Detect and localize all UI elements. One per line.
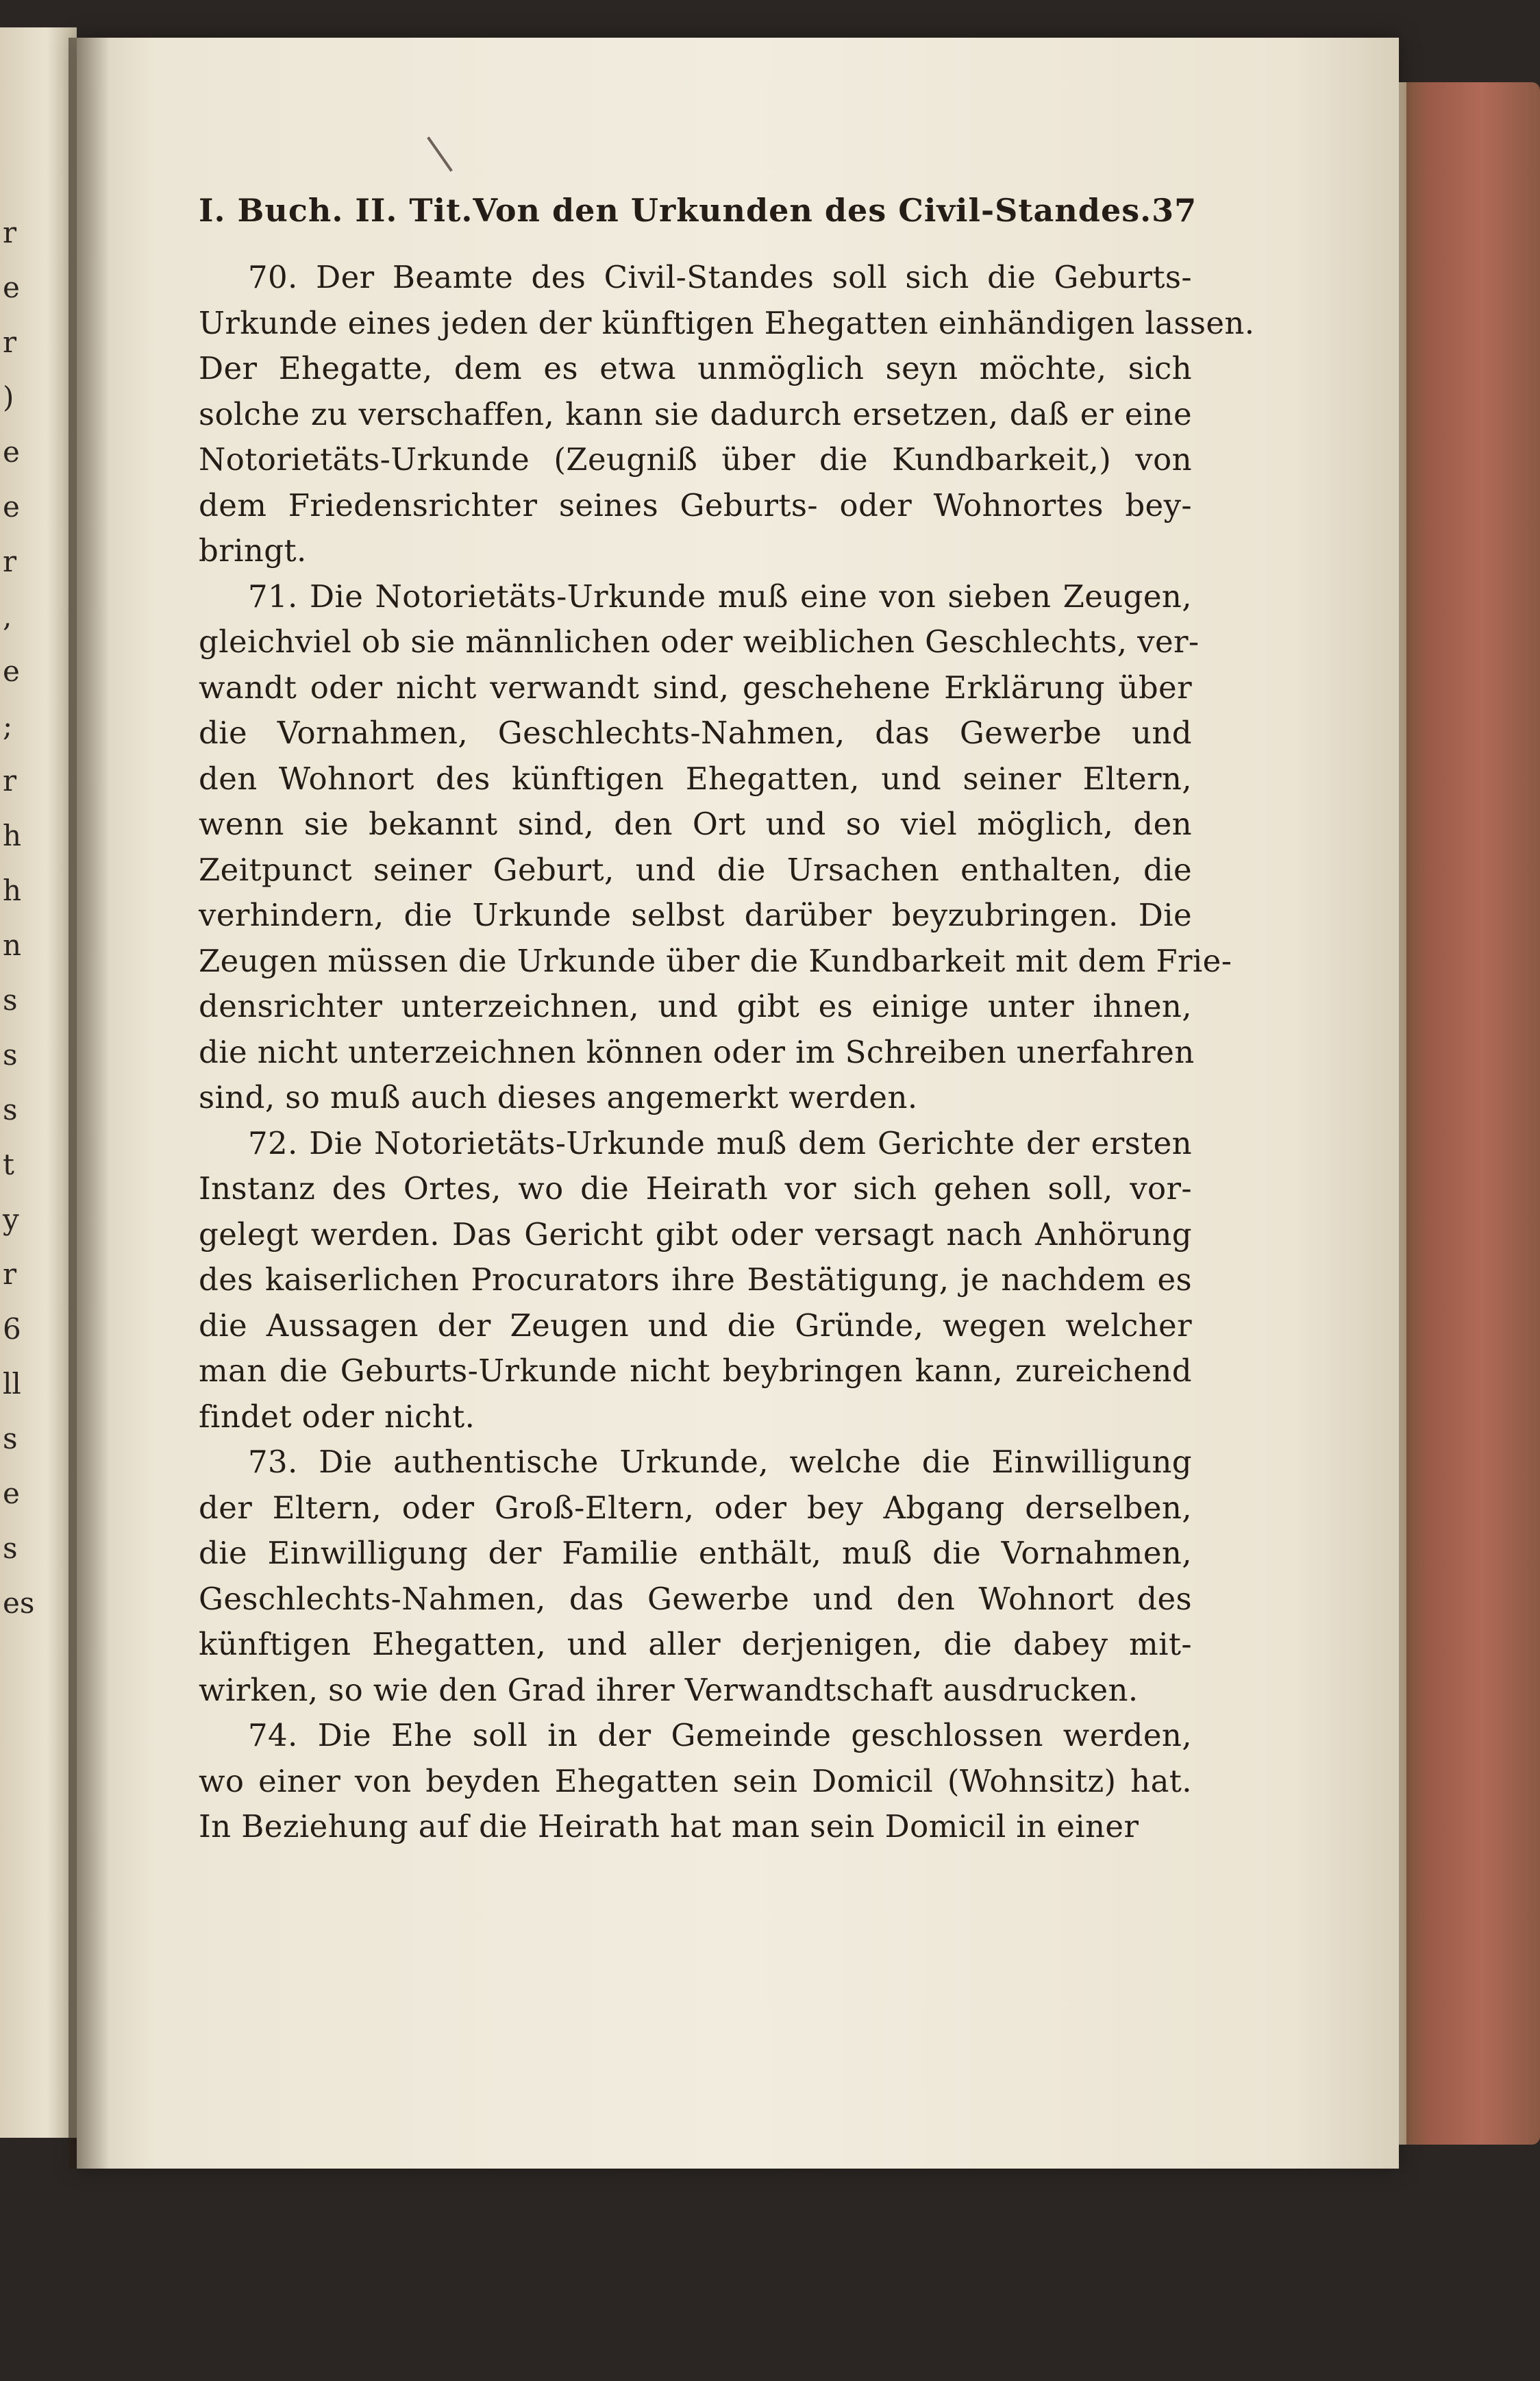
text-line: der Eltern, oder Groß-Eltern, oder bey Abgang derselben, bbox=[199, 1489, 1192, 1526]
left-margin-fragment: r bbox=[3, 545, 17, 578]
text-line: wo einer von beyden Ehegatten sein Domicil (Wohnsitz) hat. bbox=[199, 1762, 1192, 1799]
paragraph bbox=[199, 1440, 1192, 1713]
left-margin-fragment: , bbox=[3, 600, 12, 633]
text-line: bringt. bbox=[199, 532, 307, 569]
text-line: 71. Die Notorietäts-Urkunde muß eine von sieben Zeugen, bbox=[248, 578, 1192, 615]
text-line: gleichviel ob sie männlichen oder weiblichen Geschlechts, ver- bbox=[199, 624, 1200, 660]
text-line: sind, so muß auch dieses angemerkt werden. bbox=[199, 1079, 918, 1115]
left-margin-fragment: y bbox=[3, 1202, 19, 1236]
left-margin-fragment: t bbox=[3, 1148, 14, 1181]
left-margin-fragment: e bbox=[3, 435, 20, 469]
left-margin-fragment: e bbox=[3, 490, 20, 523]
running-head bbox=[199, 192, 1197, 229]
page-number: 37 bbox=[1152, 192, 1197, 229]
text-line: 74. Die Ehe soll in der Gemeinde geschlossen werden, bbox=[248, 1717, 1192, 1753]
text-line: In Beziehung auf die Heirath hat man sein Domicil in einer bbox=[199, 1808, 1139, 1845]
left-margin-fragment: r bbox=[3, 764, 17, 798]
left-margin-fragment: ; bbox=[3, 709, 13, 743]
paragraph bbox=[199, 255, 1255, 574]
left-page-edge bbox=[0, 27, 77, 2138]
left-margin-fragment: s bbox=[3, 983, 18, 1017]
text-line: 70. Der Beamte des Civil-Standes soll sich die Geburts- bbox=[248, 259, 1192, 295]
text-line: des kaiserlichen Procurators ihre Bestätigung, je nachdem es bbox=[199, 1261, 1192, 1298]
left-margin-fragments bbox=[3, 206, 35, 1631]
running-head-book-title: I. Buch. II. Tit. bbox=[199, 192, 473, 229]
text-line: die nicht unterzeichnen können oder im Schreiben unerfahren bbox=[199, 1033, 1195, 1070]
text-line: 73. Die authentische Urkunde, welche die Einwilligung bbox=[248, 1444, 1192, 1480]
text-line: Instanz des Ortes, wo die Heirath vor sich gehen soll, vor- bbox=[199, 1170, 1192, 1207]
left-margin-fragment: s bbox=[3, 1422, 18, 1455]
text-line: solche zu verschaffen, kann sie dadurch ersetzen, daß er eine bbox=[199, 395, 1192, 432]
running-head-chapter-title: Von den Urkunden des Civil-Standes. bbox=[473, 192, 1152, 229]
text-line: 72. Die Notorietäts-Urkunde muß dem Gerichte der ersten bbox=[248, 1124, 1192, 1161]
left-margin-fragment: ll bbox=[3, 1367, 21, 1401]
text-line: die Einwilligung der Familie enthält, muß die Vornahmen, bbox=[199, 1535, 1192, 1571]
left-margin-fragment: r bbox=[3, 325, 17, 359]
text-line: die Aussagen der Zeugen und die Gründe, wegen welcher bbox=[199, 1307, 1192, 1344]
left-margin-fragment: e bbox=[3, 271, 20, 304]
text-line: Der Ehegatte, dem es etwa unmöglich seyn möchte, sich bbox=[199, 350, 1192, 386]
gutter-shadow bbox=[69, 38, 110, 2169]
text-line: den Wohnort des künftigen Ehegatten, und seiner Eltern, bbox=[199, 760, 1192, 797]
text-line: densrichter unterzeichnen, und gibt es einige unter ihnen, bbox=[199, 988, 1192, 1024]
text-line: Urkunde eines jeden der künftigen Ehegatten einhändigen lassen. bbox=[199, 304, 1255, 341]
body-text bbox=[199, 255, 1255, 1850]
text-line: verhindern, die Urkunde selbst darüber beyzubringen. Die bbox=[199, 897, 1192, 933]
page-text bbox=[199, 192, 1255, 1850]
left-margin-fragment: s bbox=[3, 1531, 18, 1565]
text-line: Notorietäts-Urkunde (Zeugniß über die Kundbarkeit,) von bbox=[199, 441, 1192, 478]
left-margin-fragment: n bbox=[3, 928, 22, 962]
text-line: künftigen Ehegatten, und aller derjenigen, die dabey mit- bbox=[199, 1626, 1192, 1662]
left-margin-fragment: es bbox=[3, 1586, 35, 1620]
left-margin-fragment: h bbox=[3, 874, 22, 907]
left-margin-fragment: s bbox=[3, 1038, 18, 1072]
left-margin-fragment: e bbox=[3, 654, 20, 688]
left-margin-fragment: e bbox=[3, 1477, 20, 1510]
text-line: wirken, so wie den Grad ihrer Verwandtschaft ausdrucken. bbox=[199, 1671, 1139, 1708]
text-line: dem Friedensrichter seines Geburts- oder Wohnortes bey- bbox=[199, 486, 1192, 523]
text-line: gelegt werden. Das Gericht gibt oder versagt nach Anhörung bbox=[199, 1216, 1192, 1253]
text-line: wandt oder nicht verwandt sind, geschehene Erklärung über bbox=[199, 669, 1192, 706]
paragraph bbox=[199, 574, 1232, 1121]
paragraph bbox=[199, 1121, 1192, 1440]
text-line: Geschlechts-Nahmen, das Gewerbe und den Wohnort des bbox=[199, 1580, 1192, 1617]
left-margin-fragment: ) bbox=[3, 380, 14, 414]
text-line: Zeugen müssen die Urkunde über die Kundbarkeit mit dem Frie- bbox=[199, 942, 1232, 979]
text-line: wenn sie bekannt sind, den Ort und so viel möglich, den bbox=[199, 806, 1192, 842]
left-margin-fragment: r bbox=[3, 1257, 17, 1291]
text-line: die Vornahmen, Geschlechts-Nahmen, das Gewerbe und bbox=[199, 715, 1192, 751]
book-cover-edge bbox=[1394, 82, 1540, 2145]
text-line: man die Geburts-Urkunde nicht beybringen kann, zureichend bbox=[199, 1353, 1192, 1389]
left-margin-fragment: h bbox=[3, 819, 22, 852]
left-margin-fragment: r bbox=[3, 216, 17, 249]
text-line: Zeitpunct seiner Geburt, und die Ursachen enthalten, die bbox=[199, 851, 1192, 888]
left-margin-fragment: 6 bbox=[3, 1312, 21, 1346]
text-line: findet oder nicht. bbox=[199, 1398, 475, 1435]
left-margin-fragment: s bbox=[3, 1093, 18, 1126]
paragraph bbox=[199, 1713, 1192, 1850]
